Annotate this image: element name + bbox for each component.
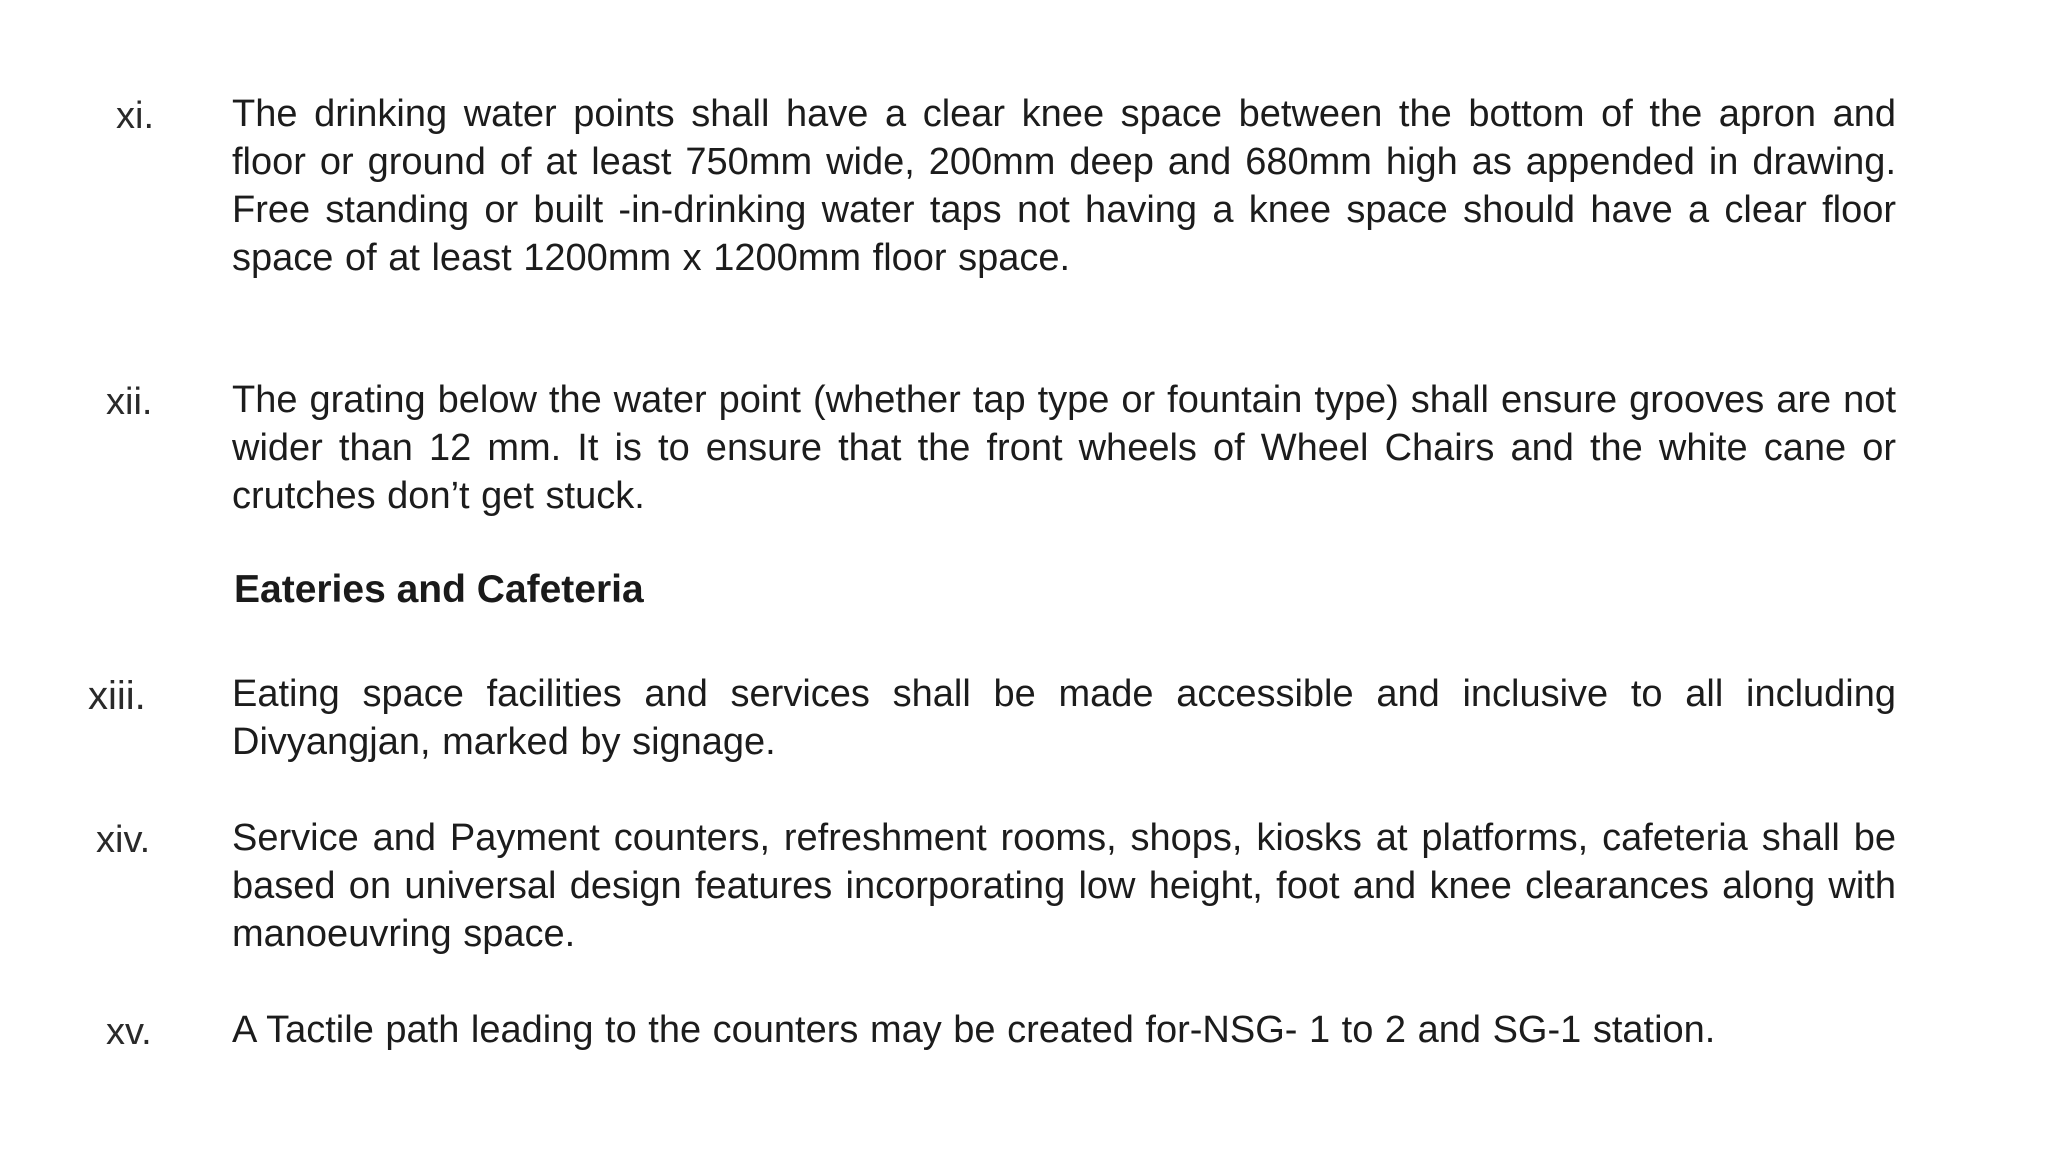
item-numeral: xiv.	[96, 819, 151, 861]
item-text: The grating below the water point (whether tap type or fountain type) shall ensure grooves are not wider than 12 mm. It is to ensure that the front wheels of Wheel Chairs and the white cane or crutches don’t get stuck.	[232, 379, 1896, 517]
item-text: Service and Payment counters, refreshment rooms, shops, kiosks at platforms, cafeteria shall be based on universal design features incorporating low height, foot and knee clearances along with manoeuvring space.	[232, 817, 1896, 955]
item-numeral: xv.	[106, 1011, 152, 1053]
section-heading: Eateries and Cafeteria	[234, 568, 644, 611]
item-text: The drinking water points shall have a clear knee space between the bottom of the apron and floor or ground of at least 750mm wide, 200mm deep and 680mm high as appended in drawing. Free standing or built -in-drinking water taps not having a knee space should have a clear floor space of at least 1200mm x 1200mm floor space.	[232, 93, 1896, 279]
item-text: Eating space facilities and services shall be made accessible and inclusive to all including Divyangjan, marked by signage.	[232, 673, 1896, 763]
item-text: A Tactile path leading to the counters may be created for-NSG- 1 to 2 and SG-1 station.	[232, 1009, 1716, 1051]
item-numeral: xi.	[116, 95, 154, 137]
item-numeral: xii.	[106, 381, 153, 423]
item-numeral: xiii.	[88, 674, 146, 718]
